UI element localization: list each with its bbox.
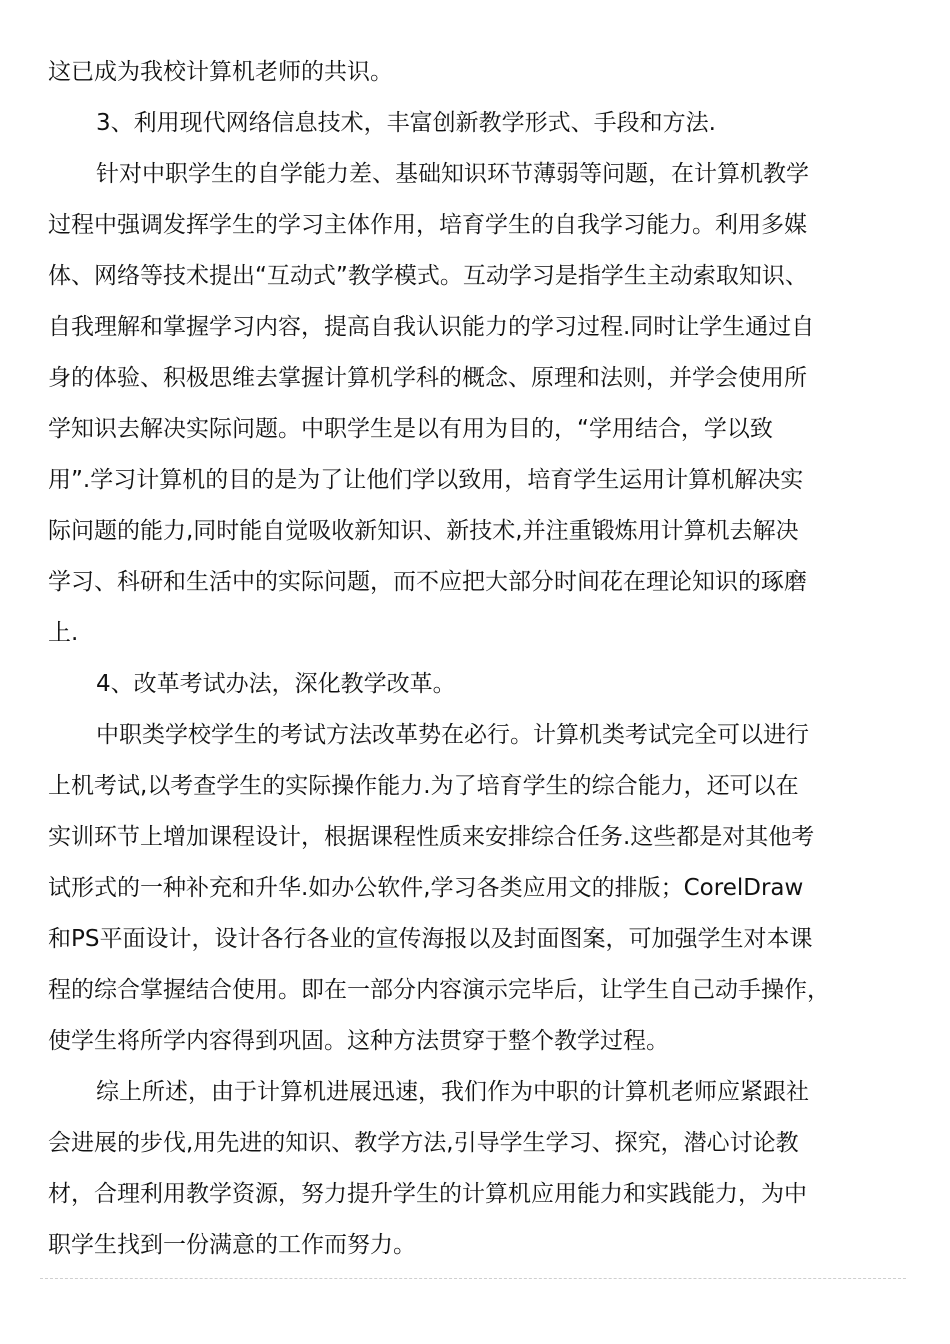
section-heading-4: 4、改革考试办法，深化教学改革。 — [96, 671, 456, 697]
text-line-21: 综上所述，由于计算机进展迅速，我们作为中职的计算机老师应紧跟社 — [96, 1079, 809, 1105]
text-line-24: 职学生找到一份满意的工作而努力。 — [48, 1232, 416, 1258]
page-divider — [40, 1278, 906, 1279]
text-line-7: 身的体验、积极思维去掌握计算机学科的概念、原理和法则，并学会使用所 — [48, 365, 807, 391]
text-line-15: 上机考试,以考查学生的实际操作能力.为了培育学生的综合能力，还可以在 — [48, 773, 799, 799]
text-line-20: 使学生将所学内容得到巩固。这种方法贯穿于整个教学过程。 — [48, 1028, 669, 1054]
text-line-3: 针对中职学生的自学能力差、基础知识环节薄弱等问题，在计算机教学 — [96, 161, 809, 187]
text-line-23: 材，合理利用教学资源，努力提升学生的计算机应用能力和实践能力，为中 — [48, 1181, 807, 1207]
text-line-16: 实训环节上增加课程设计，根据课程性质来安排综合任务.这些都是对其他考 — [48, 824, 815, 850]
text-line-17: 试形式的一种补充和升华.如办公软件,学习各类应用文的排版；CorelDraw — [48, 875, 804, 901]
text-line-18: 和PS平面设计，设计各行各业的宣传海报以及封面图案，可加强学生对本课 — [48, 926, 813, 952]
text-line-5: 体、网络等技术提出“互动式”教学模式。互动学习是指学生主动索取知识、 — [48, 263, 808, 289]
text-line-9: 用”.学习计算机的目的是为了让他们学以致用，培育学生运用计算机解决实 — [48, 467, 804, 493]
text-line-11: 学习、科研和生活中的实际问题，而不应把大部分时间花在理论知识的琢磨 — [48, 569, 807, 595]
text-line-6: 自我理解和掌握学习内容，提高自我认识能力的学习过程.同时让学生通过自 — [48, 314, 815, 340]
text-line-19: 程的综合掌握结合使用。即在一部分内容演示完毕后，让学生自己动手操作， — [48, 977, 830, 1003]
text-line-8: 学知识去解决实际问题。中职学生是以有用为目的，“学用结合，学以致 — [48, 416, 773, 442]
text-line-14: 中职类学校学生的考试方法改革势在必行。计算机类考试完全可以进行 — [96, 722, 809, 748]
section-heading-3: 3、利用现代网络信息技术，丰富创新教学形式、手段和方法. — [96, 110, 716, 136]
text-line-22: 会进展的步伐,用先进的知识、教学方法,引导学生学习、探究，潜心讨论教 — [48, 1130, 799, 1156]
text-line-12: 上. — [48, 620, 79, 646]
text-line-10: 际问题的能力,同时能自觉吸收新知识、新技术,并注重锻炼用计算机去解决 — [48, 518, 799, 544]
text-line-4: 过程中强调发挥学生的学习主体作用，培育学生的自我学习能力。利用多媒 — [48, 212, 807, 238]
text-line-1: 这已成为我校计算机老师的共识。 — [48, 59, 393, 85]
